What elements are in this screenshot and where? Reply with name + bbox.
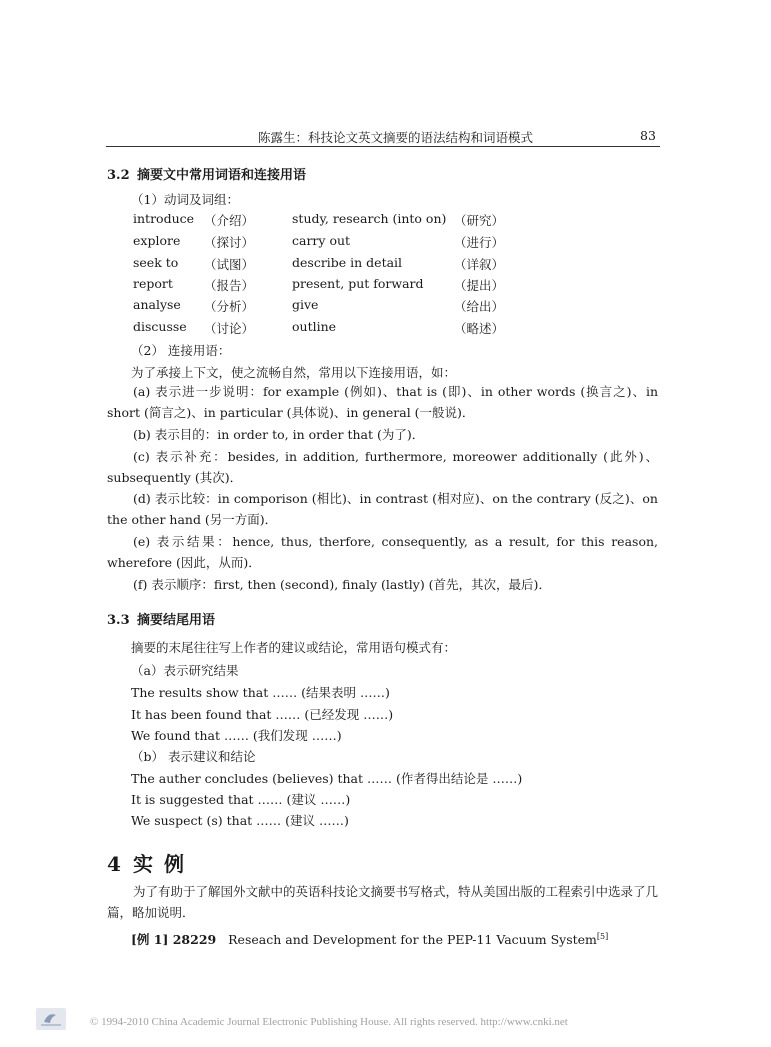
section-title: 摘要文中常用词语和连接用语 (137, 168, 307, 183)
verb-en-2: describe in detail (292, 255, 403, 270)
copyright-footer: © 1994-2010 China Academic Journal Electronic Publishing House. All rights reserved. http://www.cnki.net (90, 1016, 568, 1028)
section-4-heading (107, 848, 186, 877)
subheading-verbs: （1）动词及词组： (131, 192, 239, 207)
verb-cn-1: （报告） (204, 278, 255, 293)
verb-en-1: analyse (133, 297, 181, 312)
verb-cn-2: （进行） (454, 235, 505, 250)
page-number: 83 (640, 128, 656, 143)
closing-line: The auther concludes (believes) that …… (作者得出结论是 ……) (131, 771, 523, 786)
verb-cn-2: （略述） (454, 321, 505, 336)
header-rule (106, 146, 660, 147)
closing-line: （a）表示研究结果 (131, 663, 239, 678)
example-citation: [5] (596, 931, 609, 941)
verb-en-1: explore (133, 233, 181, 248)
closing-line: The results show that …… (结果表明 ……) (131, 685, 390, 700)
verb-cn-1: （试图） (204, 257, 255, 272)
cnki-logo-icon (36, 1008, 66, 1030)
verb-cn-2: （提出） (454, 278, 505, 293)
closing-intro: 摘要的末尾往往写上作者的建议或结论，常用语句模式有： (131, 640, 457, 655)
section-number: 3.3 (107, 613, 130, 628)
connective-item-c: (c) 表示补充：besides, in addition, furthermore, moreower additionally (此外)、subsequently (其次)． (107, 449, 658, 485)
section-3-2-heading (107, 164, 306, 183)
verb-en-2: present, put forward (292, 276, 424, 291)
section-number: 4 (107, 852, 123, 876)
section-3-3-heading (107, 609, 215, 628)
connective-item-d: (d) 表示比较：in comporison (相比)、in contrast (相对应)、on the contrary (反之)、on the other hand (另一方面)． (107, 491, 658, 527)
subheading-connectives: （2） 连接用语： (131, 343, 231, 358)
section-title: 摘要结尾用语 (137, 613, 216, 628)
connective-item-e: (e) 表示结果：hence, thus, therfore, consequently, as a result, for this reason, wherefore (因此，从而)． (107, 534, 658, 570)
connectives-intro: 为了承接上下文，使之流畅自然，常用以下连接用语，如： (131, 365, 457, 380)
verb-en-2: give (292, 297, 319, 312)
section-title: 实 例 (133, 852, 186, 876)
closing-line: It has been found that …… (已经发现 ……) (131, 707, 394, 722)
connective-item-f: (f) 表示顺序：first, then (second), finaly (lastly) (首先，其次，最后)． (133, 577, 551, 592)
verb-cn-1: （分析） (204, 299, 255, 314)
closing-line: We found that …… (我们发现 ……) (131, 728, 342, 743)
examples-intro: 为了有助于了解国外文献中的英语科技论文摘要书写格式，特从美国出版的工程索引中选录了几篇，略加说明． (107, 884, 659, 920)
verb-en-2: carry out (292, 233, 351, 248)
verb-cn-2: （给出） (454, 299, 505, 314)
verb-cn-1: （讨论） (204, 321, 255, 336)
verb-cn-2: （详叙） (454, 257, 505, 272)
verb-cn-2: （研究） (454, 213, 505, 228)
verb-en-2: outline (292, 319, 337, 334)
example-label: [例 1] 28229 (131, 932, 217, 947)
verb-cn-1: （探讨） (204, 235, 255, 250)
closing-line: We suspect (s) that …… (建议 ……) (131, 813, 349, 828)
section-number: 3.2 (107, 168, 130, 183)
example-title: Reseach and Development for the PEP-11 Vacuum System (228, 932, 597, 947)
closing-line: （b） 表示建议和结论 (131, 749, 256, 764)
closing-line: It is suggested that …… (建议 ……) (131, 792, 351, 807)
connective-item-a: (a) 表示进一步说明：for example (例如)、that is (即)、in other words (换言之)、in short (简言之)、in particular (具体说)、in general (一般说)． (107, 384, 658, 420)
verb-en-1: seek to (133, 255, 179, 270)
verb-en-1: introduce (133, 211, 195, 226)
connective-item-b: (b) 表示目的：in order to, in order that (为了)． (133, 427, 425, 442)
running-header-title: 陈露生：科技论文英文摘要的语法结构和词语模式 (258, 130, 534, 145)
verb-en-1: discusse (133, 319, 187, 334)
verb-cn-1: （介绍） (204, 213, 255, 228)
verb-en-2: study, research (into on) (292, 211, 447, 226)
example-1 (131, 930, 608, 948)
verb-en-1: report (133, 276, 173, 291)
